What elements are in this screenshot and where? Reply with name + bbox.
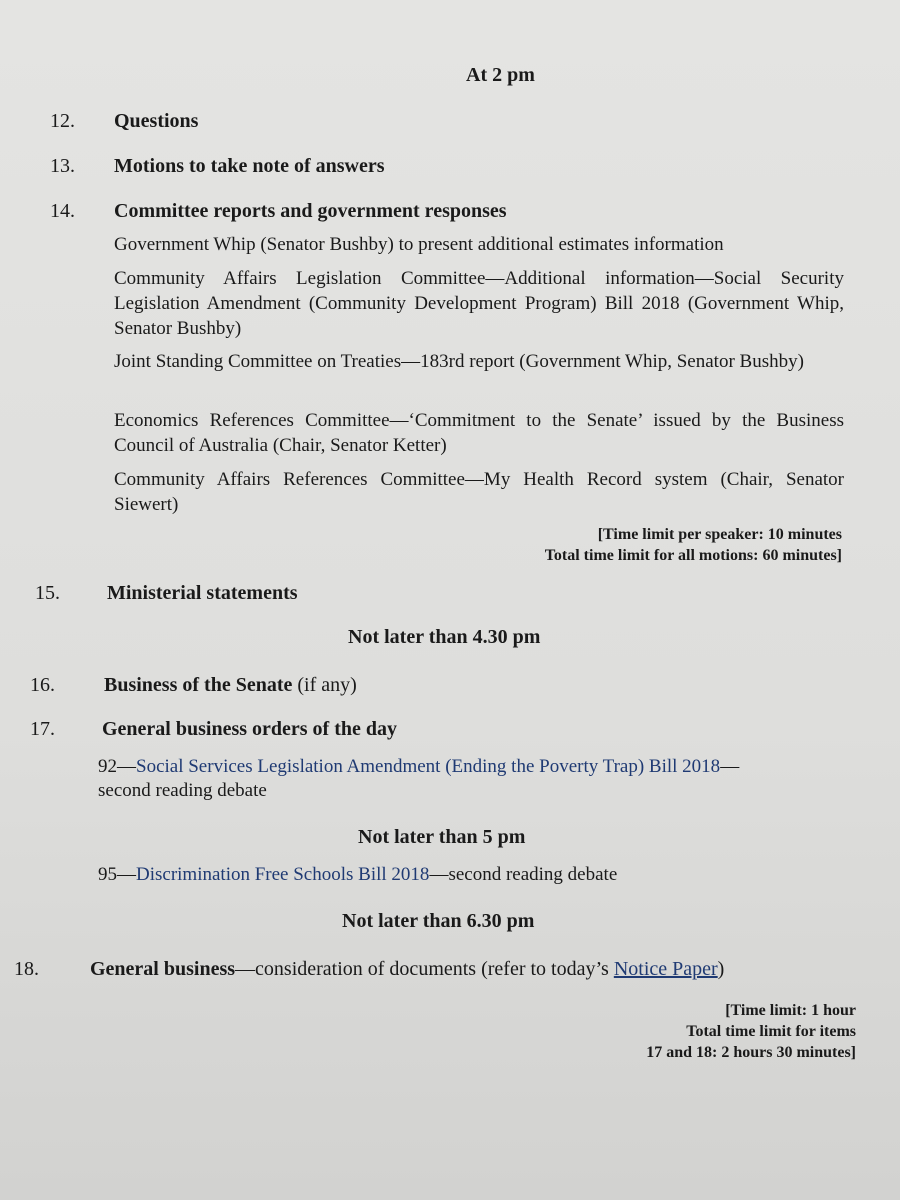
item-17-title: General business orders of the day [102,718,397,740]
heading-not-later-than-430: Not later than 4.30 pm [348,626,541,648]
heading-at-2pm: At 2 pm [466,64,535,86]
item-16-line [104,674,357,697]
heading-not-later-than-630: Not later than 6.30 pm [342,910,535,932]
order-95-bill-link[interactable]: Discrimination Free Schools Bill 2018 [136,864,430,885]
item-14-title: Committee reports and government responses [114,200,507,222]
item-16-title: Business of the Senate [104,674,293,696]
item-18-title: General business [90,958,236,980]
item-16-suffix: (if any) [292,674,357,696]
item-17-number: 17. [30,718,55,740]
order-95-line [98,862,617,887]
order-92-line [98,754,739,779]
item-18-number: 18. [14,958,39,980]
item-12-title: Questions [114,110,199,132]
item-13-number: 13. [50,155,75,177]
item-18-text: —consideration of documents (refer to today’s [235,958,614,980]
order-95-suffix: —second reading debate [429,864,618,885]
item-15-title: Ministerial statements [107,582,298,604]
committee-entry: Government Whip (Senator Bushby) to present additional estimates information [114,234,724,255]
order-95-number: 95— [98,864,136,885]
committee-entry: Economics References Committee—‘Commitment to the Senate’ issued by the Business Council of Australia (Chair, Senator Ketter) [114,410,844,456]
heading-not-later-than-5: Not later than 5 pm [358,826,526,848]
time-limit-one-hour: [Time limit: 1 hour [725,1002,856,1019]
item-14-number: 14. [50,200,75,222]
total-time-limit-value: 17 and 18: 2 hours 30 minutes] [646,1044,856,1061]
time-limit-per-speaker: [Time limit per speaker: 10 minutes [597,526,842,543]
item-18-line [90,958,724,981]
committee-entry: Community Affairs References Committee—My Health Record system (Chair, Senator Siewert) [114,469,844,515]
order-92-bill-link[interactable]: Social Services Legislation Amendment (Ending the Poverty Trap) Bill 2018 [136,756,721,777]
committee-entry: Community Affairs Legislation Committee—Additional information—Social Security Legislation Amendment (Community Development Program) Bill 2018 (Government Whip, Senator Bushby) [114,268,844,339]
item-15-number: 15. [35,582,60,604]
total-time-limit-motions: Total time limit for all motions: 60 minutes] [544,547,842,564]
notice-paper-link[interactable]: Notice Paper [613,958,718,980]
item-16-number: 16. [30,674,55,696]
committee-entry: Joint Standing Committee on Treaties—183rd report (Government Whip, Senator Bushby) [114,351,804,372]
order-92-number: 92— [98,756,136,777]
item-12-number: 12. [50,110,75,132]
item-18-close: ) [717,958,725,980]
order-92-dash: — [720,756,740,777]
order-92-stage: second reading debate [98,780,267,801]
total-time-limit-items: Total time limit for items [686,1023,856,1040]
item-13-title: Motions to take note of answers [114,155,385,177]
